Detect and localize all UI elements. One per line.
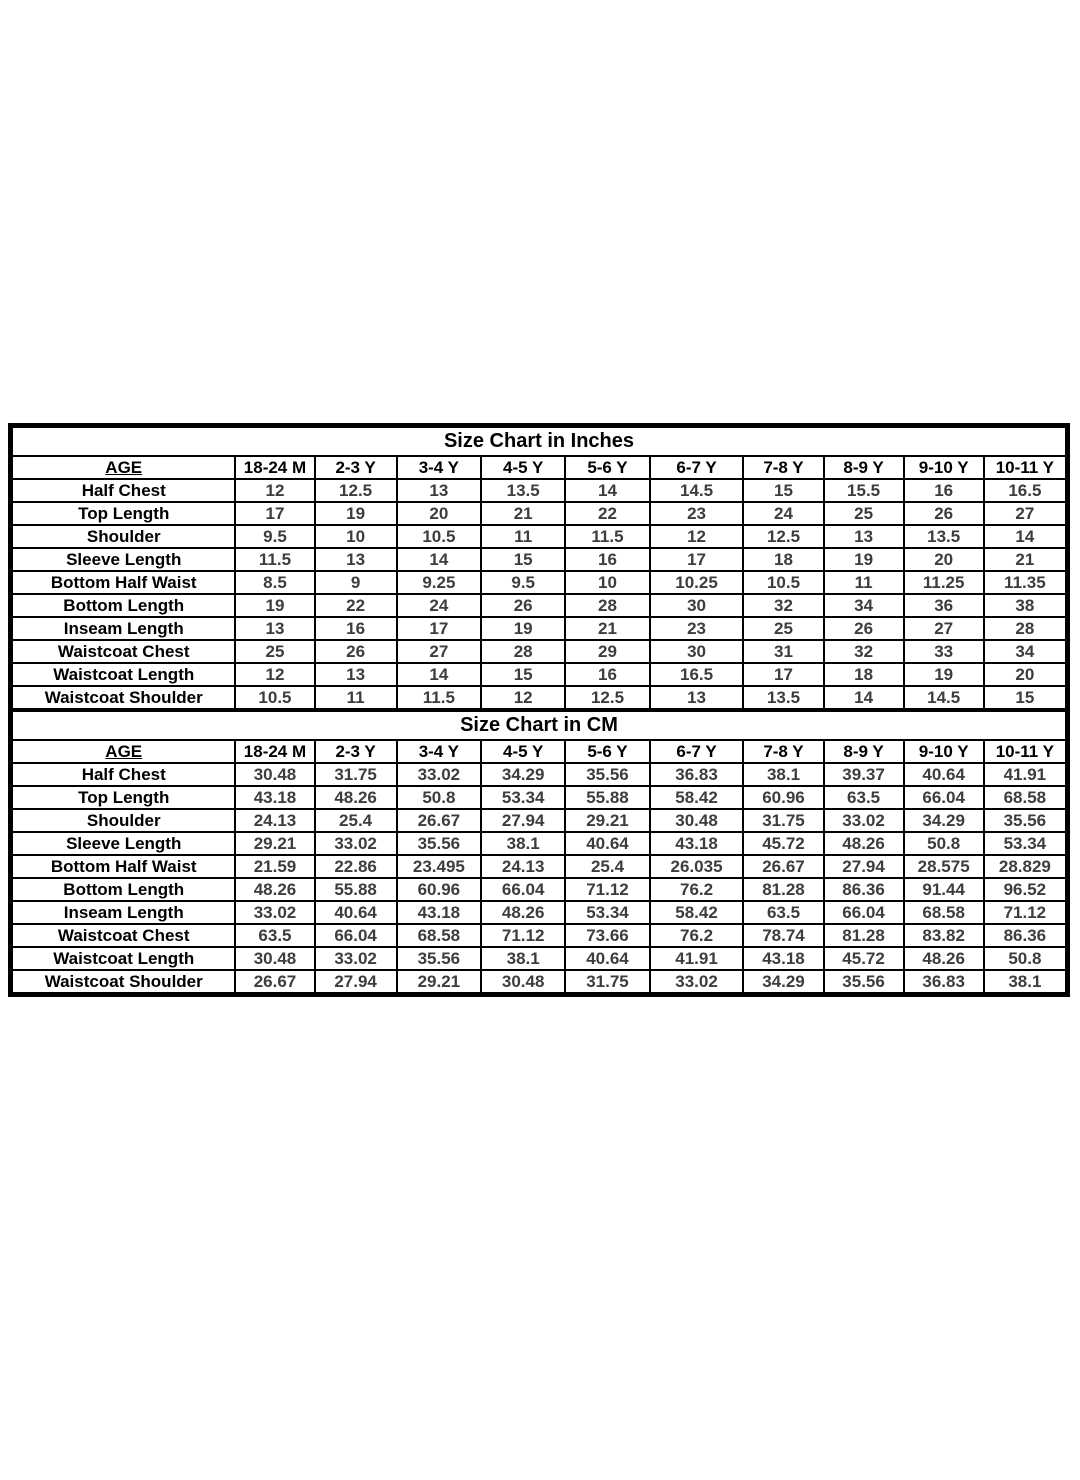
measurement-value-cell: 40.64	[565, 832, 649, 855]
measurement-value-cell: 9	[315, 571, 397, 594]
measurement-value-cell: 30.48	[235, 947, 314, 970]
measurement-value-cell: 41.91	[984, 763, 1066, 786]
measurement-value-cell: 63.5	[824, 786, 904, 809]
measurement-row	[12, 686, 1066, 709]
measurement-value-cell: 66.04	[481, 878, 565, 901]
measurement-row	[12, 525, 1066, 548]
measurement-value-cell: 15	[481, 663, 565, 686]
measurement-value-cell: 27	[904, 617, 984, 640]
measurement-value-cell: 11.35	[984, 571, 1066, 594]
measurement-value-cell: 23	[650, 617, 744, 640]
measurement-value-cell: 36.83	[904, 970, 984, 993]
measurement-row	[12, 878, 1066, 901]
measurement-value-cell: 29.21	[235, 832, 314, 855]
measurement-row-label: Shoulder	[12, 525, 235, 548]
measurement-value-cell: 58.42	[650, 786, 744, 809]
table-header-row	[12, 740, 1066, 763]
measurement-value-cell: 43.18	[397, 901, 481, 924]
measurement-value-cell: 13	[235, 617, 314, 640]
measurement-row-label: Sleeve Length	[12, 832, 235, 855]
measurement-value-cell: 76.2	[650, 878, 744, 901]
measurement-value-cell: 10.5	[397, 525, 481, 548]
measurement-value-cell: 11.5	[397, 686, 481, 709]
measurement-value-cell: 24.13	[235, 809, 314, 832]
size-column-header: 4-5 Y	[481, 740, 565, 763]
measurement-value-cell: 35.56	[984, 809, 1066, 832]
measurement-value-cell: 30.48	[235, 763, 314, 786]
measurement-row	[12, 594, 1066, 617]
measurement-row	[12, 617, 1066, 640]
measurement-value-cell: 20	[904, 548, 984, 571]
measurement-value-cell: 28.575	[904, 855, 984, 878]
measurement-value-cell: 19	[904, 663, 984, 686]
measurement-value-cell: 14	[565, 479, 649, 502]
measurement-value-cell: 33.02	[650, 970, 744, 993]
size-column-header: 3-4 Y	[397, 740, 481, 763]
size-chart-inches-table	[11, 426, 1067, 710]
measurement-value-cell: 10.5	[235, 686, 314, 709]
size-column-header: 5-6 Y	[565, 740, 649, 763]
measurement-value-cell: 33.02	[315, 832, 397, 855]
measurement-value-cell: 19	[235, 594, 314, 617]
measurement-value-cell: 55.88	[315, 878, 397, 901]
measurement-value-cell: 48.26	[481, 901, 565, 924]
measurement-row-label: Waistcoat Chest	[12, 924, 235, 947]
measurement-value-cell: 13	[397, 479, 481, 502]
measurement-value-cell: 18	[743, 548, 823, 571]
measurement-value-cell: 53.34	[984, 832, 1066, 855]
measurement-value-cell: 11	[481, 525, 565, 548]
measurement-value-cell: 21.59	[235, 855, 314, 878]
measurement-value-cell: 38.1	[481, 832, 565, 855]
measurement-value-cell: 29	[565, 640, 649, 663]
measurement-value-cell: 26.67	[397, 809, 481, 832]
measurement-value-cell: 24	[397, 594, 481, 617]
measurement-row	[12, 901, 1066, 924]
measurement-value-cell: 32	[743, 594, 823, 617]
measurement-value-cell: 33.02	[315, 947, 397, 970]
measurement-value-cell: 30	[650, 640, 744, 663]
measurement-value-cell: 55.88	[565, 786, 649, 809]
measurement-value-cell: 43.18	[743, 947, 823, 970]
measurement-row-label: Bottom Length	[12, 594, 235, 617]
measurement-row	[12, 479, 1066, 502]
measurement-value-cell: 8.5	[235, 571, 314, 594]
measurement-value-cell: 17	[650, 548, 744, 571]
size-column-header: 18-24 M	[235, 740, 314, 763]
measurement-row	[12, 548, 1066, 571]
measurement-value-cell: 16	[904, 479, 984, 502]
measurement-value-cell: 27	[397, 640, 481, 663]
measurement-value-cell: 73.66	[565, 924, 649, 947]
measurement-value-cell: 38.1	[743, 763, 823, 786]
measurement-value-cell: 28	[984, 617, 1066, 640]
measurement-value-cell: 14	[984, 525, 1066, 548]
size-column-header: 8-9 Y	[824, 456, 904, 479]
inches-table-body	[12, 479, 1066, 709]
measurement-value-cell: 9.5	[481, 571, 565, 594]
measurement-value-cell: 76.2	[650, 924, 744, 947]
measurement-value-cell: 12.5	[315, 479, 397, 502]
size-column-header: 10-11 Y	[984, 740, 1066, 763]
measurement-value-cell: 12	[235, 663, 314, 686]
measurement-value-cell: 83.82	[904, 924, 984, 947]
measurement-row-label: Waistcoat Chest	[12, 640, 235, 663]
measurement-value-cell: 34.29	[904, 809, 984, 832]
measurement-value-cell: 10.25	[650, 571, 744, 594]
size-column-header: 2-3 Y	[315, 740, 397, 763]
measurement-value-cell: 68.58	[904, 901, 984, 924]
measurement-value-cell: 60.96	[743, 786, 823, 809]
measurement-value-cell: 86.36	[824, 878, 904, 901]
measurement-value-cell: 27	[984, 502, 1066, 525]
measurement-value-cell: 16.5	[984, 479, 1066, 502]
measurement-value-cell: 13	[824, 525, 904, 548]
measurement-row-label: Inseam Length	[12, 617, 235, 640]
measurement-value-cell: 25.4	[315, 809, 397, 832]
measurement-value-cell: 30.48	[650, 809, 744, 832]
measurement-value-cell: 86.36	[984, 924, 1066, 947]
size-chart-cm-table	[11, 710, 1067, 994]
measurement-value-cell: 63.5	[235, 924, 314, 947]
measurement-value-cell: 91.44	[904, 878, 984, 901]
measurement-row-label: Inseam Length	[12, 901, 235, 924]
size-chart-sheet	[8, 423, 1070, 997]
measurement-value-cell: 66.04	[315, 924, 397, 947]
table-title-row	[12, 427, 1066, 456]
measurement-value-cell: 14	[824, 686, 904, 709]
measurement-row	[12, 832, 1066, 855]
measurement-value-cell: 12.5	[565, 686, 649, 709]
size-column-header: 3-4 Y	[397, 456, 481, 479]
measurement-value-cell: 63.5	[743, 901, 823, 924]
size-column-header: 9-10 Y	[904, 740, 984, 763]
measurement-value-cell: 12	[481, 686, 565, 709]
measurement-value-cell: 58.42	[650, 901, 744, 924]
size-column-header: 8-9 Y	[824, 740, 904, 763]
measurement-value-cell: 43.18	[235, 786, 314, 809]
measurement-value-cell: 31.75	[565, 970, 649, 993]
measurement-value-cell: 45.72	[824, 947, 904, 970]
measurement-value-cell: 81.28	[743, 878, 823, 901]
measurement-value-cell: 13.5	[904, 525, 984, 548]
measurement-row	[12, 502, 1066, 525]
measurement-value-cell: 38	[984, 594, 1066, 617]
measurement-value-cell: 68.58	[984, 786, 1066, 809]
measurement-value-cell: 53.34	[481, 786, 565, 809]
measurement-value-cell: 27.94	[315, 970, 397, 993]
measurement-value-cell: 25	[743, 617, 823, 640]
measurement-value-cell: 71.12	[565, 878, 649, 901]
measurement-value-cell: 14.5	[650, 479, 744, 502]
measurement-value-cell: 43.18	[650, 832, 744, 855]
measurement-value-cell: 20	[984, 663, 1066, 686]
measurement-value-cell: 23.495	[397, 855, 481, 878]
measurement-value-cell: 33.02	[235, 901, 314, 924]
measurement-value-cell: 30	[650, 594, 744, 617]
measurement-row	[12, 809, 1066, 832]
measurement-value-cell: 10	[315, 525, 397, 548]
measurement-row-label: Bottom Half Waist	[12, 855, 235, 878]
inches-table-title: Size Chart in Inches	[12, 427, 1066, 456]
measurement-value-cell: 9.5	[235, 525, 314, 548]
age-column-header: AGE	[12, 456, 235, 479]
measurement-value-cell: 31	[743, 640, 823, 663]
measurement-value-cell: 25	[824, 502, 904, 525]
table-header-row	[12, 456, 1066, 479]
measurement-value-cell: 13	[315, 663, 397, 686]
measurement-value-cell: 38.1	[984, 970, 1066, 993]
measurement-row-label: Bottom Length	[12, 878, 235, 901]
measurement-value-cell: 81.28	[824, 924, 904, 947]
measurement-value-cell: 22	[565, 502, 649, 525]
measurement-row	[12, 663, 1066, 686]
measurement-value-cell: 30.48	[481, 970, 565, 993]
measurement-value-cell: 40.64	[565, 947, 649, 970]
measurement-value-cell: 16	[565, 548, 649, 571]
measurement-value-cell: 26	[904, 502, 984, 525]
measurement-value-cell: 40.64	[315, 901, 397, 924]
measurement-row	[12, 786, 1066, 809]
measurement-row-label: Top Length	[12, 502, 235, 525]
table-title-row	[12, 711, 1066, 740]
measurement-value-cell: 20	[397, 502, 481, 525]
size-column-header: 10-11 Y	[984, 456, 1066, 479]
measurement-row-label: Shoulder	[12, 809, 235, 832]
measurement-value-cell: 17	[743, 663, 823, 686]
measurement-value-cell: 12.5	[743, 525, 823, 548]
size-column-header: 6-7 Y	[650, 740, 744, 763]
measurement-value-cell: 28.829	[984, 855, 1066, 878]
measurement-value-cell: 96.52	[984, 878, 1066, 901]
measurement-row-label: Top Length	[12, 786, 235, 809]
measurement-value-cell: 50.8	[397, 786, 481, 809]
measurement-value-cell: 15	[481, 548, 565, 571]
measurement-value-cell: 36	[904, 594, 984, 617]
measurement-row-label: Bottom Half Waist	[12, 571, 235, 594]
measurement-value-cell: 17	[397, 617, 481, 640]
measurement-row-label: Waistcoat Shoulder	[12, 686, 235, 709]
measurement-value-cell: 11	[315, 686, 397, 709]
measurement-value-cell: 19	[824, 548, 904, 571]
measurement-value-cell: 35.56	[397, 947, 481, 970]
measurement-value-cell: 13.5	[481, 479, 565, 502]
measurement-value-cell: 14.5	[904, 686, 984, 709]
measurement-value-cell: 50.8	[984, 947, 1066, 970]
measurement-value-cell: 26.67	[743, 855, 823, 878]
measurement-value-cell: 33.02	[397, 763, 481, 786]
measurement-value-cell: 9.25	[397, 571, 481, 594]
measurement-value-cell: 26.67	[235, 970, 314, 993]
measurement-value-cell: 11.25	[904, 571, 984, 594]
age-column-header: AGE	[12, 740, 235, 763]
measurement-value-cell: 15.5	[824, 479, 904, 502]
measurement-value-cell: 24.13	[481, 855, 565, 878]
measurement-value-cell: 11	[824, 571, 904, 594]
measurement-value-cell: 34.29	[743, 970, 823, 993]
measurement-value-cell: 14	[397, 548, 481, 571]
measurement-value-cell: 60.96	[397, 878, 481, 901]
measurement-value-cell: 19	[481, 617, 565, 640]
measurement-value-cell: 34.29	[481, 763, 565, 786]
measurement-value-cell: 34	[824, 594, 904, 617]
cm-table-title: Size Chart in CM	[12, 711, 1066, 740]
measurement-value-cell: 32	[824, 640, 904, 663]
measurement-value-cell: 48.26	[824, 832, 904, 855]
measurement-value-cell: 25.4	[565, 855, 649, 878]
measurement-value-cell: 26	[481, 594, 565, 617]
measurement-value-cell: 28	[565, 594, 649, 617]
measurement-value-cell: 35.56	[565, 763, 649, 786]
measurement-value-cell: 71.12	[984, 901, 1066, 924]
measurement-value-cell: 29.21	[565, 809, 649, 832]
measurement-value-cell: 21	[565, 617, 649, 640]
size-column-header: 18-24 M	[235, 456, 314, 479]
measurement-value-cell: 16	[315, 617, 397, 640]
measurement-value-cell: 48.26	[235, 878, 314, 901]
measurement-value-cell: 53.34	[565, 901, 649, 924]
measurement-value-cell: 39.37	[824, 763, 904, 786]
measurement-value-cell: 16.5	[650, 663, 744, 686]
measurement-value-cell: 12	[235, 479, 314, 502]
measurement-value-cell: 28	[481, 640, 565, 663]
measurement-value-cell: 66.04	[824, 901, 904, 924]
measurement-value-cell: 40.64	[904, 763, 984, 786]
measurement-value-cell: 31.75	[743, 809, 823, 832]
measurement-value-cell: 33.02	[824, 809, 904, 832]
measurement-value-cell: 36.83	[650, 763, 744, 786]
measurement-value-cell: 16	[565, 663, 649, 686]
measurement-value-cell: 26	[824, 617, 904, 640]
measurement-value-cell: 15	[984, 686, 1066, 709]
measurement-value-cell: 10.5	[743, 571, 823, 594]
size-column-header: 7-8 Y	[743, 740, 823, 763]
measurement-row	[12, 924, 1066, 947]
measurement-value-cell: 18	[824, 663, 904, 686]
measurement-value-cell: 48.26	[315, 786, 397, 809]
measurement-row	[12, 970, 1066, 993]
measurement-value-cell: 13	[315, 548, 397, 571]
measurement-value-cell: 41.91	[650, 947, 744, 970]
measurement-value-cell: 50.8	[904, 832, 984, 855]
measurement-value-cell: 15	[743, 479, 823, 502]
size-column-header: 4-5 Y	[481, 456, 565, 479]
measurement-value-cell: 35.56	[397, 832, 481, 855]
size-column-header: 5-6 Y	[565, 456, 649, 479]
measurement-value-cell: 78.74	[743, 924, 823, 947]
measurement-value-cell: 38.1	[481, 947, 565, 970]
measurement-row	[12, 855, 1066, 878]
measurement-value-cell: 24	[743, 502, 823, 525]
measurement-value-cell: 66.04	[904, 786, 984, 809]
measurement-value-cell: 17	[235, 502, 314, 525]
cm-table-body	[12, 763, 1066, 993]
measurement-row-label: Waistcoat Shoulder	[12, 970, 235, 993]
measurement-value-cell: 12	[650, 525, 744, 548]
size-column-header: 6-7 Y	[650, 456, 744, 479]
measurement-value-cell: 31.75	[315, 763, 397, 786]
measurement-value-cell: 11.5	[235, 548, 314, 571]
measurement-value-cell: 48.26	[904, 947, 984, 970]
measurement-row	[12, 947, 1066, 970]
measurement-value-cell: 10	[565, 571, 649, 594]
measurement-value-cell: 14	[397, 663, 481, 686]
measurement-value-cell: 34	[984, 640, 1066, 663]
measurement-value-cell: 27.94	[824, 855, 904, 878]
measurement-value-cell: 25	[235, 640, 314, 663]
measurement-value-cell: 68.58	[397, 924, 481, 947]
measurement-row-label: Half Chest	[12, 763, 235, 786]
measurement-row	[12, 640, 1066, 663]
measurement-value-cell: 26	[315, 640, 397, 663]
measurement-value-cell: 19	[315, 502, 397, 525]
measurement-value-cell: 21	[984, 548, 1066, 571]
measurement-value-cell: 22.86	[315, 855, 397, 878]
measurement-value-cell: 33	[904, 640, 984, 663]
measurement-row-label: Sleeve Length	[12, 548, 235, 571]
measurement-value-cell: 23	[650, 502, 744, 525]
measurement-value-cell: 29.21	[397, 970, 481, 993]
measurement-value-cell: 35.56	[824, 970, 904, 993]
measurement-row-label: Waistcoat Length	[12, 663, 235, 686]
measurement-value-cell: 26.035	[650, 855, 744, 878]
measurement-value-cell: 21	[481, 502, 565, 525]
measurement-row	[12, 571, 1066, 594]
measurement-value-cell: 27.94	[481, 809, 565, 832]
measurement-value-cell: 45.72	[743, 832, 823, 855]
measurement-value-cell: 22	[315, 594, 397, 617]
measurement-row	[12, 763, 1066, 786]
measurement-value-cell: 13.5	[743, 686, 823, 709]
measurement-value-cell: 13	[650, 686, 744, 709]
measurement-value-cell: 11.5	[565, 525, 649, 548]
measurement-row-label: Half Chest	[12, 479, 235, 502]
size-column-header: 7-8 Y	[743, 456, 823, 479]
size-column-header: 9-10 Y	[904, 456, 984, 479]
measurement-value-cell: 71.12	[481, 924, 565, 947]
size-column-header: 2-3 Y	[315, 456, 397, 479]
measurement-row-label: Waistcoat Length	[12, 947, 235, 970]
